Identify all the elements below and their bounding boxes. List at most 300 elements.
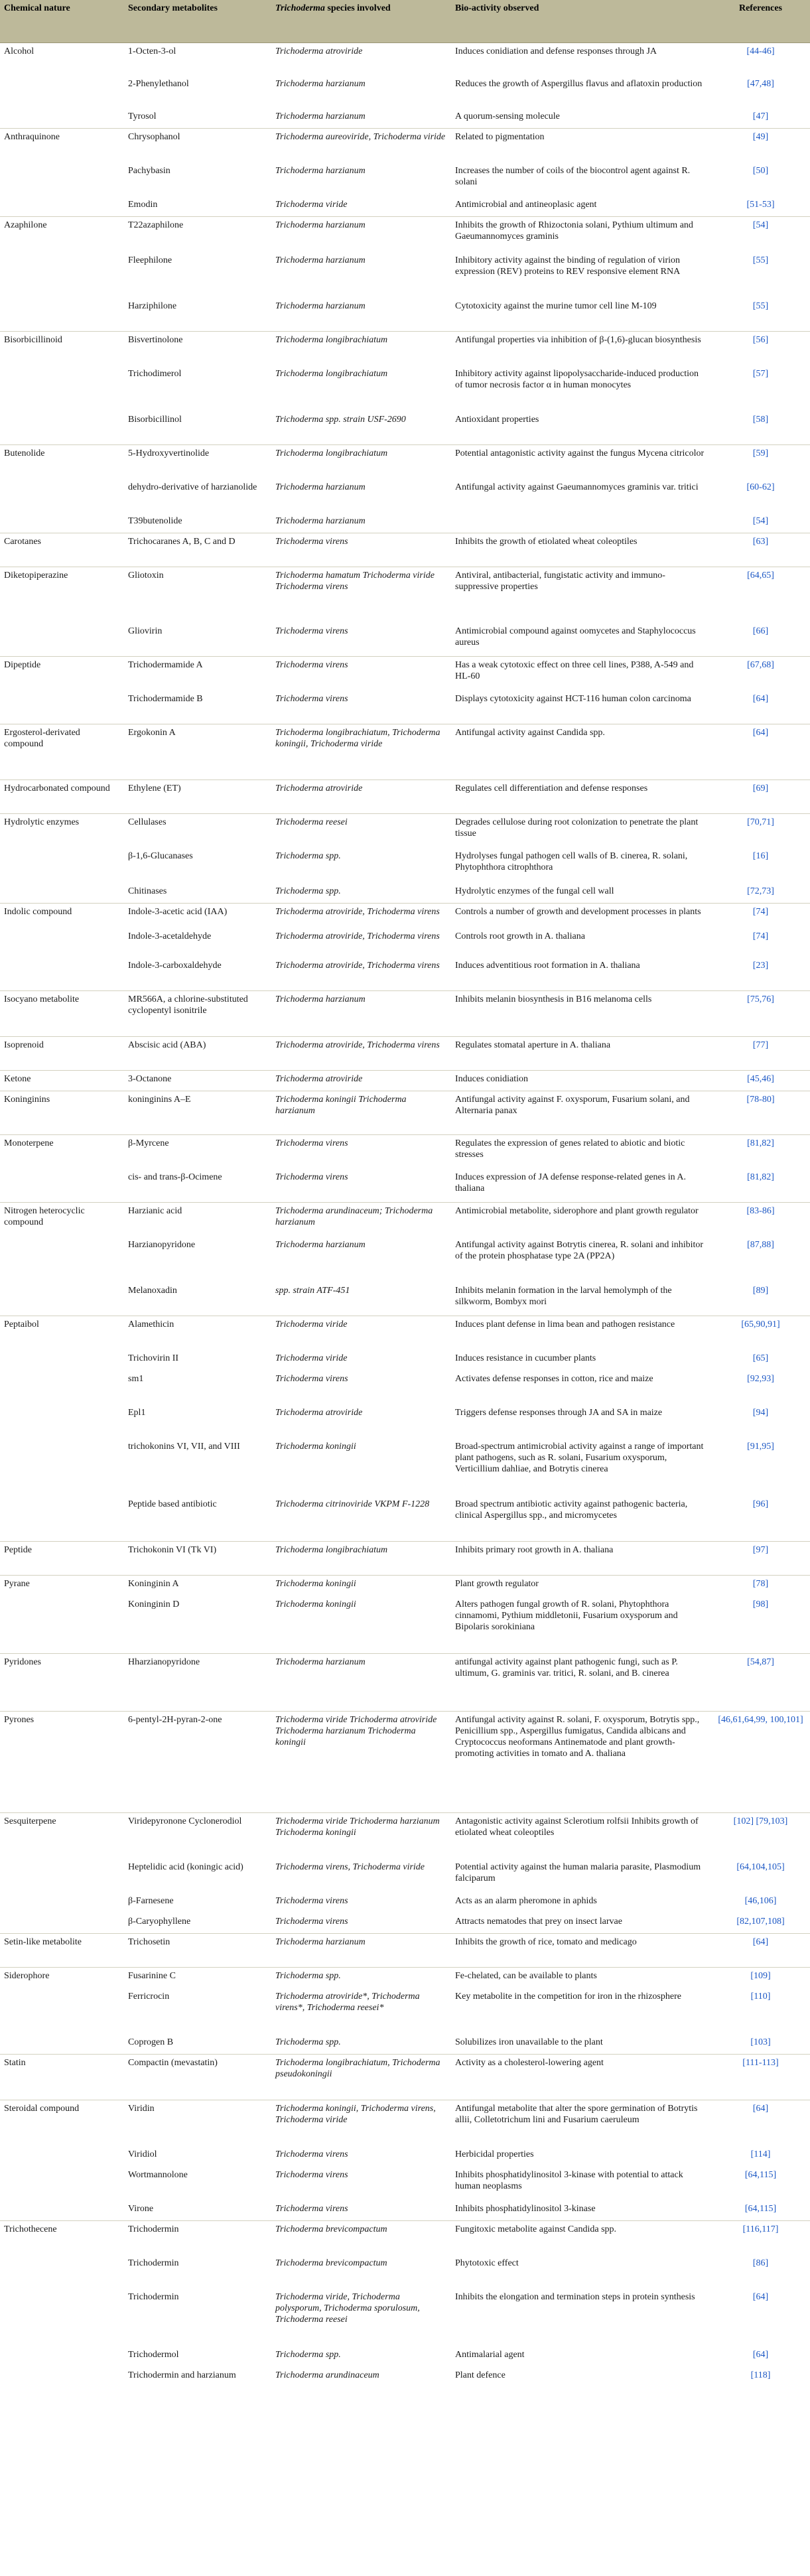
- chemical-nature-cell: Setin-like metabolite: [0, 1934, 124, 1968]
- reference-cell: [711, 780, 810, 814]
- metabolite-cell: 6-pentyl-2H-pyran-2-one: [124, 1712, 271, 1813]
- metabolite-cell: Trichodermin: [128, 2291, 179, 2302]
- activity-cell: Hydrolytic enzymes of the fungal cell wall: [455, 886, 614, 896]
- metabolite-cell: Alamethicin: [124, 1316, 271, 1350]
- reference-cell: [711, 1596, 810, 1654]
- reference-link[interactable]: [86]: [752, 2258, 769, 2268]
- activity-cell: Regulates stomatal aperture in A. thaliana: [451, 1037, 711, 1071]
- reference-link[interactable]: [75,76]: [747, 994, 774, 1004]
- reference-link[interactable]: [58]: [752, 414, 769, 425]
- metabolite-cell: Viridiol: [128, 2149, 157, 2159]
- reference-link[interactable]: [54]: [752, 220, 769, 230]
- reference-link[interactable]: [70,71]: [747, 817, 774, 827]
- activity-cell: Key metabolite in the competition for iron in the rhizosphere: [455, 1991, 681, 2001]
- reference-cell: [711, 883, 810, 904]
- table-row: [0, 814, 810, 848]
- species-cell: Trichoderma virens, Trichoderma viride: [275, 1862, 425, 1872]
- metabolite-cell: Hharzianopyridone: [124, 1654, 271, 1712]
- table-row: [0, 780, 810, 814]
- metabolite-cell: Trichovirin II: [128, 1353, 179, 1363]
- table-row: [0, 1237, 810, 1282]
- reference-cell: [711, 2367, 810, 2400]
- chemical-nature-cell: Siderophore: [0, 1968, 124, 1988]
- activity-cell: Fungitoxic metabolite against Candida spp.: [451, 2221, 711, 2255]
- metabolite-cell: 5-Hydroxyvertinolide: [124, 445, 271, 479]
- reference-link[interactable]: [94]: [752, 1407, 769, 1418]
- activity-cell: antifungal activity against plant pathogenic fungi, such as P. ultimum, G. graminis var. tritici, R. solani, and B. cinerea: [451, 1654, 711, 1712]
- metabolite-cell: Cellulases: [124, 814, 271, 848]
- metabolite-cell: 1-Octen-3-ol: [124, 43, 271, 76]
- species-cell: Trichoderma koningii: [275, 1599, 356, 1609]
- reference-link[interactable]: [64]: [752, 2104, 769, 2114]
- metabolite-cell: trichokonins VI, VII, and VIII: [128, 1441, 240, 1452]
- chemical-nature-cell: [0, 298, 124, 332]
- activity-cell: Antimicrobial metabolite, siderophore and plant growth regulator: [451, 1203, 711, 1237]
- metabolite-cell: Chitinases: [128, 886, 167, 896]
- reference-link[interactable]: [74]: [752, 907, 769, 917]
- reference-link[interactable]: [110]: [750, 1991, 771, 2001]
- activity-cell: Induces conidiation: [451, 1071, 711, 1091]
- metabolite-cell: Gliotoxin: [124, 567, 271, 623]
- chemical-nature-cell: Isoprenoid: [0, 1037, 124, 1071]
- reference-link[interactable]: [65,90,91]: [741, 1320, 780, 1329]
- reference-cell: [711, 1542, 810, 1576]
- metabolite-cell: Ethylene (ET): [124, 780, 271, 814]
- reference-link[interactable]: [64,115]: [744, 2203, 777, 2214]
- reference-cell: [711, 1859, 810, 1893]
- reference-link[interactable]: [98]: [752, 1599, 769, 1609]
- reference-link[interactable]: [16]: [752, 850, 769, 861]
- reference-cell: [711, 1496, 810, 1542]
- table-row: [0, 2221, 810, 2255]
- reference-cell: [711, 1037, 810, 1071]
- activity-cell: Related to pigmentation: [451, 129, 711, 163]
- chemical-nature-cell: [0, 1913, 124, 1934]
- reference-link[interactable]: [97]: [752, 1545, 769, 1555]
- activity-cell: Fe-chelated, can be available to plants: [451, 1968, 711, 1988]
- reference-cell: [711, 108, 810, 129]
- reference-cell: [711, 928, 810, 957]
- activity-cell: Potential activity against the human malaria parasite, Plasmodium falciparum: [455, 1862, 701, 1883]
- metabolite-cell: Trichodermin: [128, 2258, 179, 2268]
- species-cell: Trichoderma spp.: [271, 1968, 451, 1988]
- chemical-nature-cell: [0, 2034, 124, 2055]
- reference-link[interactable]: [64,104,105]: [736, 1862, 785, 1872]
- chemical-nature-cell: Diketopiperazine: [0, 567, 124, 623]
- species-cell: Trichoderma hamatum Trichoderma viride Trichoderma virens: [271, 567, 451, 623]
- chemical-nature-cell: [0, 1282, 124, 1316]
- chemical-nature-cell: [0, 411, 124, 445]
- species-cell: Trichoderma atroviride: [271, 1071, 451, 1091]
- table-row: [0, 1496, 810, 1542]
- reference-link[interactable]: [109]: [750, 1971, 771, 1981]
- reference-link[interactable]: [57]: [752, 368, 769, 379]
- species-cell: Trichoderma virens: [275, 1373, 348, 1384]
- species-cell: Trichoderma longibrachiatum, Trichoderma koningii, Trichoderma viride: [271, 724, 451, 780]
- activity-cell: Antioxidant properties: [455, 414, 539, 425]
- reference-cell: [711, 479, 810, 513]
- table-row: [0, 445, 810, 479]
- reference-link[interactable]: [116,117]: [742, 2224, 779, 2234]
- chemical-nature-cell: Butenolide: [0, 445, 124, 479]
- activity-cell: Degrades cellulose during root colonization to penetrate the plant tissue: [451, 814, 711, 848]
- reference-cell: [711, 445, 810, 479]
- metabolite-cell: koninginins A–E: [124, 1091, 271, 1135]
- reference-cell: [711, 1071, 810, 1091]
- reference-link[interactable]: [64]: [752, 693, 769, 704]
- reference-link[interactable]: [118]: [750, 2370, 771, 2380]
- chemical-nature-cell: Koninginins: [0, 1091, 124, 1135]
- table-row: [0, 513, 810, 533]
- table-row: [0, 298, 810, 332]
- reference-link[interactable]: [111-113]: [742, 2058, 779, 2068]
- table-row: [0, 1913, 810, 1934]
- table-row: [0, 1203, 810, 1237]
- reference-link[interactable]: [82,107,108]: [736, 1916, 785, 1927]
- activity-cell: Plant defence: [455, 2370, 506, 2380]
- table-row: [0, 2146, 810, 2167]
- activity-cell: Antifungal properties via inhibition of β-(1,6)-glucan biosynthesis: [451, 332, 711, 366]
- header-species-italic: Trichoderma: [275, 3, 325, 13]
- reference-cell: [711, 567, 810, 623]
- metabolite-cell: MR566A, a chlorine-substituted cyclopentyl isonitrile: [124, 991, 271, 1037]
- reference-cell: [711, 196, 810, 217]
- activity-cell: Inhibits the elongation and termination steps in protein synthesis: [455, 2291, 695, 2302]
- table-row: [0, 1350, 810, 1371]
- reference-link[interactable]: [50]: [752, 165, 769, 176]
- reference-link[interactable]: [77]: [752, 1040, 769, 1050]
- species-cell: Trichoderma virens: [271, 533, 451, 567]
- reference-link[interactable]: [92,93]: [747, 1373, 774, 1384]
- table-row: [0, 2255, 810, 2289]
- reference-cell: [711, 2167, 810, 2201]
- activity-cell: Acts as an alarm pheromone in aphids: [455, 1895, 597, 1906]
- reference-link[interactable]: [54,87]: [747, 1657, 774, 1667]
- table-row: [0, 163, 810, 196]
- species-cell: Trichoderma harzianum: [275, 515, 366, 526]
- reference-link[interactable]: [78]: [752, 1579, 769, 1589]
- metabolite-cell: Indole-3-acetaldehyde: [128, 931, 212, 941]
- table-row: [0, 1893, 810, 1913]
- table-row: [0, 1371, 810, 1404]
- activity-cell: Inhibitory activity against lipopolysaccharide-induced production of tumor necrosis factor α in human monocytes: [455, 368, 699, 390]
- chemical-nature-cell: [0, 957, 124, 991]
- table-row: [0, 1282, 810, 1316]
- reference-link[interactable]: [83-86]: [746, 1206, 775, 1216]
- chemical-nature-cell: [0, 623, 124, 657]
- chemical-nature-cell: Pyridones: [0, 1654, 124, 1712]
- species-cell: Trichoderma virens: [271, 1135, 451, 1169]
- header-secondary-metabolites: Secondary metabolites: [124, 0, 271, 43]
- reference-link[interactable]: [64]: [752, 2291, 769, 2302]
- header-chemical-nature: Chemical nature: [0, 0, 124, 43]
- activity-cell: A quorum-sensing molecule: [455, 111, 560, 121]
- chemical-nature-cell: [0, 1350, 124, 1371]
- activity-cell: Induces resistance in cucumber plants: [455, 1353, 596, 1363]
- species-cell: Trichoderma aureoviride, Trichoderma viride: [271, 129, 451, 163]
- reference-link[interactable]: [67,68]: [747, 660, 774, 670]
- species-cell: Trichoderma harzianum: [275, 165, 366, 176]
- reference-link[interactable]: [81,82]: [747, 1172, 774, 1182]
- chemical-nature-cell: Steroidal compound: [0, 2100, 124, 2146]
- species-cell: spp. strain ATF-451: [275, 1285, 350, 1296]
- species-cell: Trichoderma viride: [275, 1353, 348, 1363]
- table-row: [0, 196, 810, 217]
- reference-link[interactable]: [23]: [752, 960, 769, 971]
- activity-cell: Inhibits primary root growth in A. thaliana: [451, 1542, 711, 1576]
- species-cell: Trichoderma harzianum: [275, 111, 366, 121]
- metabolite-cell: Viridin: [124, 2100, 271, 2146]
- table-row: [0, 724, 810, 780]
- table-row: [0, 1712, 810, 1813]
- chemical-nature-cell: [0, 2346, 124, 2367]
- metabolite-cell: Heptelidic acid (koningic acid): [128, 1862, 243, 1872]
- metabolite-cell: β-Myrcene: [124, 1135, 271, 1169]
- metabolite-cell: 3-Octanone: [124, 1071, 271, 1091]
- reference-link[interactable]: [87,88]: [747, 1239, 774, 1250]
- reference-cell: [711, 691, 810, 724]
- reference-cell: [711, 1350, 810, 1371]
- activity-cell: Controls root growth in A. thaliana: [455, 931, 585, 941]
- chemical-nature-cell: [0, 108, 124, 129]
- reference-link[interactable]: [91,95]: [747, 1441, 774, 1452]
- reference-link[interactable]: [46,106]: [744, 1895, 777, 1906]
- chemical-nature-cell: Anthraquinone: [0, 129, 124, 163]
- chemical-nature-cell: [0, 513, 124, 533]
- chemical-nature-cell: [0, 1438, 124, 1496]
- activity-cell: Phytotoxic effect: [455, 2258, 519, 2268]
- activity-cell: Inhibits the growth of etiolated wheat coleoptiles: [451, 533, 711, 567]
- chemical-nature-cell: [0, 848, 124, 883]
- activity-cell: [451, 513, 711, 533]
- reference-link[interactable]: [81,82]: [747, 1138, 774, 1148]
- reference-link[interactable]: [55]: [752, 255, 769, 265]
- reference-link[interactable]: [64,65]: [747, 571, 774, 580]
- table-row: [0, 2346, 810, 2367]
- metabolite-cell: Coprogen B: [128, 2037, 174, 2047]
- reference-link[interactable]: [103]: [750, 2037, 771, 2047]
- reference-cell: [711, 1438, 810, 1496]
- reference-link[interactable]: [55]: [752, 301, 769, 311]
- chemical-nature-cell: Pyrane: [0, 1576, 124, 1596]
- reference-cell: [711, 332, 810, 366]
- reference-link[interactable]: [49]: [752, 132, 769, 142]
- reference-cell: [711, 1203, 810, 1237]
- metabolite-cell: Compactin (mevastatin): [124, 2055, 271, 2100]
- reference-link[interactable]: [63]: [752, 537, 769, 547]
- table-row: [0, 991, 810, 1037]
- chemical-nature-cell: Bisorbicillinoid: [0, 332, 124, 366]
- activity-cell: Herbicidal properties: [455, 2149, 534, 2159]
- metabolite-cell: Tyrosol: [128, 111, 157, 121]
- activity-cell: Antimalarial agent: [455, 2349, 525, 2360]
- species-cell: Trichoderma viride, Trichoderma polysporum, Trichoderma sporulosum, Trichoderma reesei: [275, 2291, 420, 2325]
- table-row: [0, 366, 810, 411]
- species-cell: Trichoderma virens: [275, 1916, 348, 1927]
- chemical-nature-cell: [0, 1988, 124, 2034]
- species-cell: Trichoderma atroviride, Trichoderma virens: [271, 904, 451, 928]
- reference-link[interactable]: [59]: [752, 448, 769, 458]
- species-cell: Trichoderma harzianum: [275, 301, 366, 311]
- species-cell: Trichoderma atroviride*, Trichoderma virens*, Trichoderma reesei*: [275, 1991, 420, 2013]
- reference-link[interactable]: [102] [79,103]: [733, 1816, 788, 1826]
- header-references: References: [711, 0, 810, 43]
- header-bio-activity: Bio-activity observed: [451, 0, 711, 43]
- table-row: [0, 1316, 810, 1350]
- table-row: [0, 2100, 810, 2146]
- species-cell: Trichoderma longibrachiatum: [271, 445, 451, 479]
- activity-cell: Broad-spectrum antimicrobial activity against a range of important plant pathogens, such as R. solani, Fusarium oxysporum, Verticillium dahliae, and Botrytis cinerea: [455, 1441, 704, 1474]
- reference-link[interactable]: [89]: [752, 1285, 769, 1296]
- reference-link[interactable]: [64]: [752, 728, 769, 738]
- activity-cell: Antifungal activity against Candida spp.: [451, 724, 711, 780]
- table-header: [0, 0, 810, 43]
- chemical-nature-cell: [0, 2167, 124, 2201]
- species-cell: Trichoderma harzianum: [275, 1239, 366, 1250]
- reference-cell: [711, 217, 810, 252]
- table-row: [0, 1968, 810, 1988]
- chemical-nature-cell: [0, 1169, 124, 1203]
- reference-cell: [711, 129, 810, 163]
- activity-cell: Inhibits melanin formation in the larval hemolymph of the silkworm, Bombyx mori: [455, 1285, 672, 1307]
- chemical-nature-cell: Hydrocarbonated compound: [0, 780, 124, 814]
- reference-link[interactable]: [64]: [752, 1937, 769, 1947]
- reference-link[interactable]: [74]: [752, 931, 769, 941]
- reference-link[interactable]: [54]: [752, 515, 769, 526]
- activity-cell: Inhibitory activity against the binding of regulation of virion expression (REV) proteins to REV responsive element RNA: [455, 255, 681, 277]
- species-cell: Trichoderma spp.: [275, 2349, 341, 2360]
- activity-cell: Inhibits the growth of rice, tomato and medicago: [451, 1934, 711, 1968]
- reference-link[interactable]: [46,61,64,99, 100,101]: [718, 1715, 803, 1725]
- chemical-nature-cell: [0, 1893, 124, 1913]
- species-cell: Trichoderma viride Trichoderma harzianum Trichoderma koningii: [271, 1813, 451, 1859]
- table-row: [0, 2167, 810, 2201]
- reference-link[interactable]: [65]: [752, 1353, 769, 1363]
- species-cell: Trichoderma harzianum: [271, 991, 451, 1037]
- species-cell: Trichoderma harzianum: [275, 78, 366, 89]
- table-row: [0, 1988, 810, 2034]
- reference-link[interactable]: [66]: [752, 626, 769, 636]
- table-row: [0, 252, 810, 298]
- chemical-nature-cell: Nitrogen heterocyclic compound: [0, 1203, 124, 1237]
- reference-cell: [711, 1135, 810, 1169]
- reference-cell: [711, 623, 810, 657]
- reference-link[interactable]: [47,48]: [747, 78, 774, 89]
- activity-cell: Alters pathogen fungal growth of R. solani, Phytophthora cinnamomi, Pythium middletonii, Fusarium oxysporum and Bipolaris sorokiniana: [455, 1599, 678, 1632]
- reference-link[interactable]: [64,115]: [744, 2169, 777, 2180]
- species-cell: Trichoderma brevicompactum: [271, 2221, 451, 2255]
- chemical-nature-cell: Carotanes: [0, 533, 124, 567]
- chemical-nature-cell: Ergosterol-derivated compound: [0, 724, 124, 780]
- activity-cell: Inhibits phosphatidylinositol 3-kinase with potential to attack human neoplasms: [455, 2169, 683, 2191]
- activity-cell: Displays cytotoxicity against HCT-116 human colon carcinoma: [455, 693, 691, 704]
- reference-cell: [711, 43, 810, 76]
- reference-cell: [711, 904, 810, 928]
- header-species-involved: [271, 0, 451, 43]
- chemical-nature-cell: [0, 1596, 124, 1654]
- metabolite-cell: Indole-3-carboxaldehyde: [128, 960, 222, 971]
- reference-link[interactable]: [114]: [750, 2149, 771, 2159]
- activity-cell: Inhibits phosphatidylinositol 3-kinase: [455, 2203, 596, 2214]
- reference-link[interactable]: [96]: [752, 1499, 769, 1509]
- chemical-nature-cell: [0, 163, 124, 196]
- reference-link[interactable]: [78-80]: [746, 1095, 775, 1105]
- reference-cell: [711, 1988, 810, 2034]
- reference-cell: [711, 1968, 810, 1988]
- metabolite-cell: Koninginin D: [128, 1599, 180, 1609]
- table-row: [0, 108, 810, 129]
- chemical-nature-cell: [0, 1404, 124, 1438]
- table-row: [0, 928, 810, 957]
- reference-link[interactable]: [56]: [752, 335, 769, 345]
- activity-cell: Hydrolyses fungal pathogen cell walls of B. cinerea, R. solani, Phytophthora citrophthora: [455, 850, 688, 872]
- reference-cell: [711, 1813, 810, 1859]
- table-row: [0, 479, 810, 513]
- species-cell: Trichoderma koningii, Trichoderma virens, Trichoderma viride: [271, 2100, 451, 2146]
- reference-cell: [711, 1934, 810, 1968]
- reference-link[interactable]: [60-62]: [746, 482, 775, 492]
- reference-cell: [711, 2346, 810, 2367]
- reference-link[interactable]: [45,46]: [747, 1074, 774, 1084]
- reference-link[interactable]: [44-46]: [746, 46, 775, 56]
- reference-cell: [711, 1091, 810, 1135]
- reference-link[interactable]: [69]: [752, 783, 769, 793]
- table-row: [0, 332, 810, 366]
- activity-cell: Has a weak cytotoxic effect on three cell lines, P388, A-549 and HL-60: [451, 657, 711, 691]
- chemical-nature-cell: Dipeptide: [0, 657, 124, 691]
- metabolite-cell: Viridepyronone Cyclonerodiol: [124, 1813, 271, 1859]
- table-row: [0, 957, 810, 991]
- metabolite-cell: Ergokonin A: [124, 724, 271, 780]
- reference-cell: [711, 1712, 810, 1813]
- header-species-rest: species involved: [324, 3, 391, 13]
- reference-cell: [711, 533, 810, 567]
- table-row: [0, 1542, 810, 1576]
- activity-cell: Reduces the growth of Aspergillus flavus and aflatoxin production: [455, 78, 703, 89]
- activity-cell: Regulates the expression of genes related to abiotic and biotic stresses: [451, 1135, 711, 1169]
- reference-link[interactable]: [72,73]: [747, 886, 774, 896]
- species-cell: Trichoderma longibrachiatum: [271, 1542, 451, 1576]
- activity-cell: Inhibits the growth of Rhizoctonia solani, Pythium ultimum and Gaeumannomyces graminis: [451, 217, 711, 252]
- table-row: [0, 567, 810, 623]
- metabolite-cell: Koninginin A: [124, 1576, 271, 1596]
- chemical-nature-cell: Indolic compound: [0, 904, 124, 928]
- reference-link[interactable]: [51-53]: [746, 199, 775, 210]
- reference-cell: [711, 2255, 810, 2289]
- reference-link[interactable]: [64]: [752, 2349, 769, 2360]
- metabolite-cell: Trichosetin: [124, 1934, 271, 1968]
- reference-cell: [711, 2055, 810, 2100]
- activity-cell: Cytotoxicity against the murine tumor cell line M-109: [455, 301, 657, 311]
- metabolite-cell: T39butenolide: [128, 515, 182, 526]
- activity-cell: Plant growth regulator: [451, 1576, 711, 1596]
- metabolite-cell: Emodin: [128, 199, 158, 210]
- chemical-nature-cell: Monoterpene: [0, 1135, 124, 1169]
- table-row: [0, 1037, 810, 1071]
- activity-cell: Solubilizes iron unavailable to the plant: [455, 2037, 603, 2047]
- reference-cell: [711, 848, 810, 883]
- chemical-nature-cell: Alcohol: [0, 43, 124, 76]
- metabolite-cell: Bisvertinolone: [124, 332, 271, 366]
- table-row: [0, 533, 810, 567]
- chemical-nature-cell: Pyrones: [0, 1712, 124, 1813]
- reference-link[interactable]: [47]: [752, 111, 769, 121]
- metabolite-cell: β-Caryophyllene: [128, 1916, 191, 1927]
- chemical-nature-cell: Ketone: [0, 1071, 124, 1091]
- chemical-nature-cell: [0, 76, 124, 108]
- table-row: [0, 904, 810, 928]
- reference-cell: [711, 252, 810, 298]
